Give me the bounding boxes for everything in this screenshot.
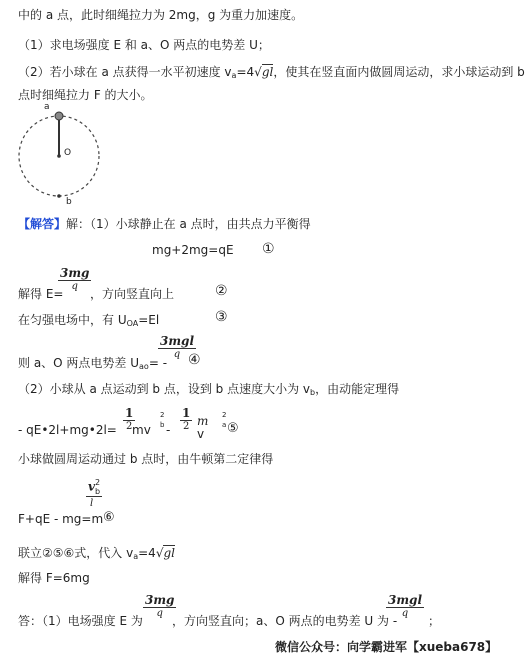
equation-4-number: ④ [188,352,201,368]
fraction-3mg-q: 3mg q [60,266,90,292]
watermark: 微信公众号：向学霸进军【xueba678】 [275,640,498,654]
uao-line: 则 a、O 两点电势差 $U_{ao}=$ - [18,356,168,371]
label-o: O [64,148,72,158]
va-sub: a [222,421,227,429]
center-o [57,154,61,158]
question-2-line-2: 点时细绳拉力 F 的大小。 [18,88,153,102]
equation-1: mg+2mg=qE [152,243,234,257]
equation-6-number: ⑥ [103,510,115,525]
solve-e-suffix: ，方向竖直向上 [90,287,175,301]
question-1: （1）求电场强度 E 和 a、O 两点的电势差 U； [18,38,270,52]
answer-tag: 【解答】 [18,217,67,231]
mv-text: mv [132,423,151,437]
fraction-half-2: 1 2 [182,406,191,432]
part-2-line: （2）小球从 a 点运动到 b 点，设到 b 点速度大小为 $v_b$，由动能定理得 [18,382,400,397]
circle-diagram [14,100,104,210]
label-b: b [66,197,72,207]
uoa-line: 在匀强电场中，有 $U_{OA}=El$ [18,313,160,328]
equation-1-number: ① [262,241,275,257]
final-fraction-3mgl-q: 3mgl q [388,593,422,619]
final-mid: ，方向竖直向；a、O 两点的电势差 U 为 - [172,614,398,628]
sqrt-symbol: √ [254,65,262,79]
vb-sup: 2 [160,411,165,419]
v-text: v [197,427,205,441]
newton-equation: F+qE - mg=m [18,512,104,526]
fraction-vb2-numerator: v 2 b [88,478,101,496]
equation-5-number: ⑤ [227,421,239,436]
newton-line: 小球做圆周运动通过 b 点时，由牛顿第二定律得 [18,452,274,466]
ball-a [55,112,63,120]
final-suffix: ； [428,614,441,628]
question-2-line-1: （2）若小球在 a 点获得一水平初速度 $v_a=4√gl$，使其在竖直面内做圆周运动，求小球运动到 b [18,65,525,80]
fraction-l-denominator: l [90,498,94,509]
final-fraction-3mg-q: 3mg q [145,593,175,619]
fraction-3mgl-q: 3mgl q [160,334,194,360]
minus-sign: - [166,423,171,437]
vb-sub: b [160,421,165,429]
combine-line: 联立②⑤⑥式，代入 $v_a=4√gl$ [18,546,175,561]
intro-line: 中的 a 点，此时细绳拉力为 2mg，g 为重力加速度。 [18,8,304,22]
va-sup: 2 [222,411,227,419]
answer-intro: 【解答】解：（1）小球静止在 a 点时，由共点力平衡得 [18,217,311,231]
fraction-half-1: 1 2 [125,406,134,432]
point-b [57,194,61,198]
m-text: m [197,414,209,428]
result-line: 解得 F=6mg [18,571,90,585]
equation-3-number: ③ [215,309,228,325]
final-prefix: 答：（1）电场强度 E 为 [18,614,143,628]
label-a: a [44,102,50,112]
equation-2-number: ② [215,283,228,299]
energy-equation-left: - qE•2l+mg•2l= [18,423,117,437]
solve-e-prefix: 解得 E= [18,287,64,301]
